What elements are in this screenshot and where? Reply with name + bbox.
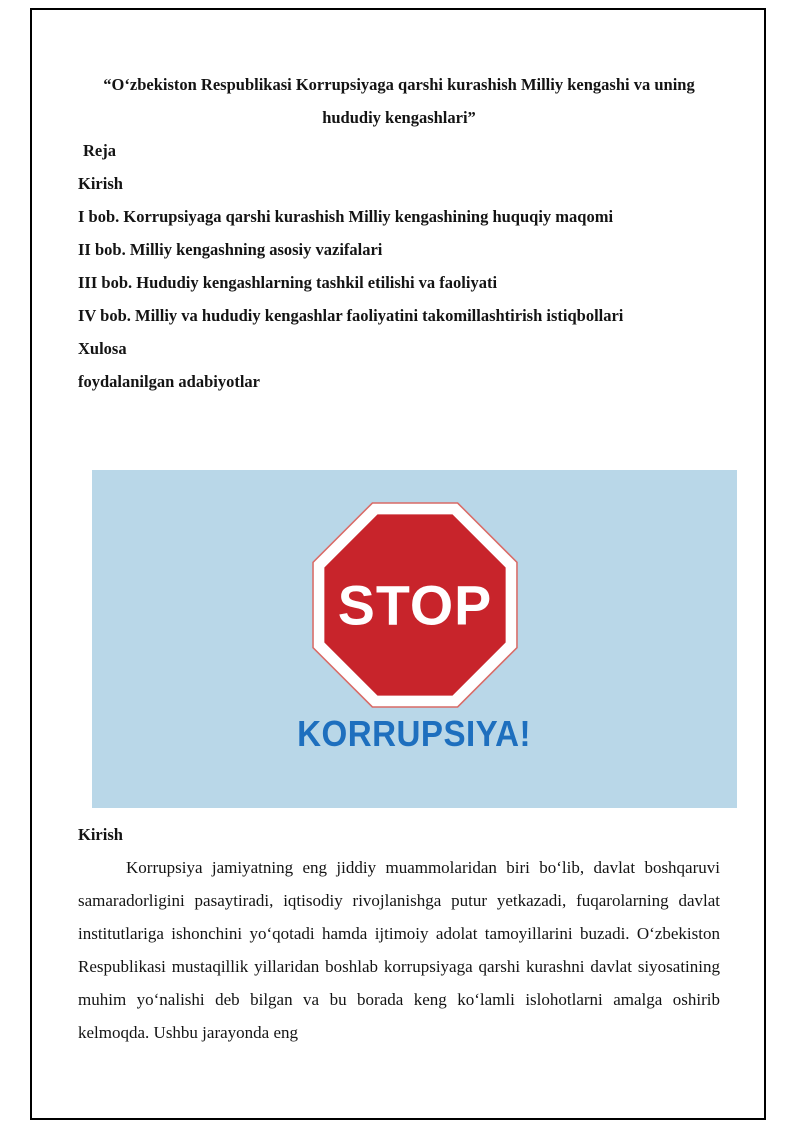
outline: [78, 134, 720, 398]
body-paragraph: Korrupsiya jamiyatning eng jiddiy muammolaridan biri bo‘lib, davlat boshqaruvi samaradorligini pasaytiradi, iqtisodiy rivojlanishga putur yetkazadi, fuqarolarning davlat institutlariga ishonchini yo‘qotadi hamda ijtimoiy adolat tamoyillarini buzadi. O‘zbekiston Respublikasi mustaqillik yillaridan boshlab korrupsiyaga qarshi kurashni davlat siyosatining muhim yo‘nalishi deb bilgan va bu borada keng ko‘lamli islohotlarni amalga oshirib kelmoqda. Ushbu jarayonda eng: [78, 858, 720, 1042]
section-heading-kirish: Kirish: [78, 825, 123, 844]
stop-korrupsiya-figure: [92, 470, 737, 808]
document-title: “O‘zbekiston Respublikasi Korrupsiyaga qarshi kurashish Milliy kengashi va uning hududiy kengashlari”: [103, 75, 695, 127]
outline-item-reja: Reja: [83, 141, 116, 160]
outline-item-bob-1: I bob. Korrupsiyaga qarshi kurashish Milliy kengashining huquqiy maqomi: [78, 207, 614, 226]
outline-item-adabiyotlar: foydalanilgan adabiyotlar: [78, 372, 260, 391]
stop-sign-icon: [312, 502, 518, 708]
outline-item-bob-3: III bob. Hududiy kengashlarning tashkil etilishi va faoliyati: [78, 273, 498, 292]
outline-item-bob-2: II bob. Milliy kengashning asosiy vazifalari: [78, 240, 383, 259]
figure-caption: KORRUPSIYA!: [297, 713, 532, 754]
outline-item-xulosa: Xulosa: [78, 339, 127, 358]
page-border: [30, 8, 766, 1120]
stop-sign-text: STOP: [337, 574, 492, 637]
outline-item-bob-4: IV bob. Milliy va hududiy kengashlar faoliyatini takomillashtirish istiqbollari: [78, 306, 624, 325]
outline-item-kirish: Kirish: [78, 174, 123, 193]
